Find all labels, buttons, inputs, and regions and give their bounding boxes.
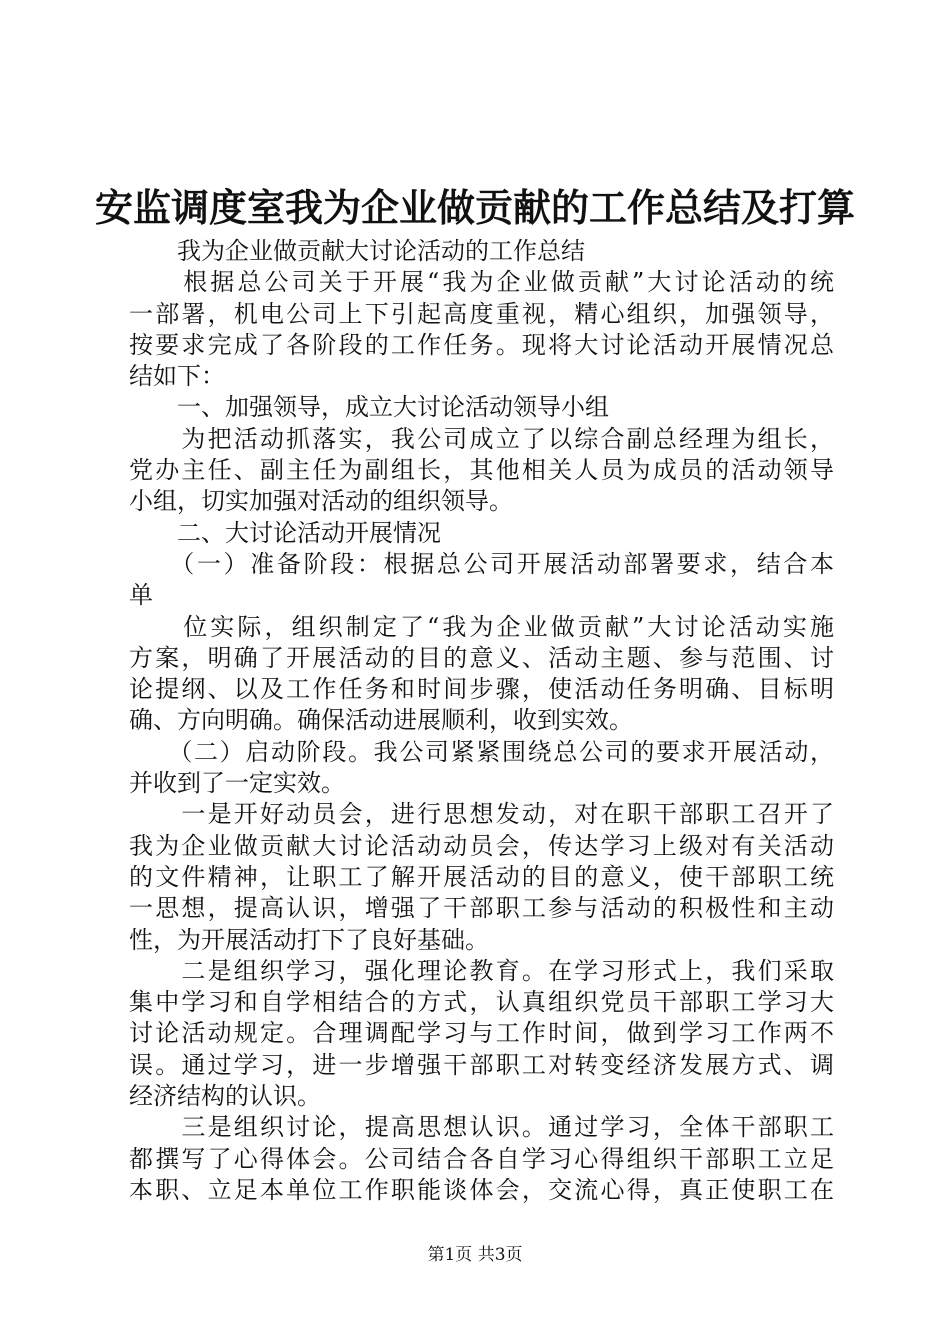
document-body xyxy=(129,236,834,1206)
page-footer: 第1页 共3页 xyxy=(427,1245,523,1265)
body-line: （二）启动阶段。我公司紧紧围绕总公司的要求开展活动， xyxy=(129,737,834,766)
body-line: 性，为开展活动打下了良好基础。 xyxy=(129,925,489,954)
body-line: 我为企业做贡献大讨论活动的工作总结 xyxy=(129,237,585,265)
body-line: 为把活动抓落实，我公司成立了以综合副总经理为组长， xyxy=(129,424,834,453)
body-line: 结如下： xyxy=(129,362,225,391)
document-title: 安监调度室我为企业做贡献的工作总结及打算 xyxy=(94,185,855,230)
body-line: 按要求完成了各阶段的工作任务。现将大讨论活动开展情况总 xyxy=(129,330,834,359)
body-line: 方案，明确了开展活动的目的意义、活动主题、参与范围、讨 xyxy=(129,643,834,672)
body-line: 并收到了一定实效。 xyxy=(129,769,345,798)
body-line: 经济结构的认识。 xyxy=(129,1082,321,1111)
body-line: 根据总公司关于开展“我为企业做贡献”大讨论活动的统 xyxy=(129,268,834,297)
body-line: 位实际，组织制定了“我为企业做贡献”大讨论活动实施 xyxy=(129,612,834,641)
body-line: 一是开好动员会，进行思想发动，对在职干部职工召开了 xyxy=(129,800,834,829)
body-line: 的文件精神，让职工了解开展活动的目的意义，使干部职工统 xyxy=(129,862,834,891)
body-line: （一）准备阶段：根据总公司开展活动部署要求，结合本 xyxy=(129,549,834,578)
body-line: 一思想，提高认识，增强了干部职工参与活动的积极性和主动 xyxy=(129,894,834,923)
body-line: 一部署，机电公司上下引起高度重视，精心组织，加强领导， xyxy=(129,299,834,328)
body-line: 集中学习和自学相结合的方式，认真组织党员干部职工学习大 xyxy=(129,988,834,1017)
body-line: 一、加强领导，成立大讨论活动领导小组 xyxy=(129,393,609,422)
body-line: 都撰写了心得体会。公司结合各自学习心得组织干部职工立足 xyxy=(129,1144,834,1173)
body-line: 三是组织讨论，提高思想认识。通过学习，全体干部职工 xyxy=(129,1113,834,1142)
body-line: 本职、立足本单位工作职能谈体会，交流心得，真正使职工在 xyxy=(129,1175,834,1204)
body-line: 讨论活动规定。合理调配学习与工作时间，做到学习工作两不 xyxy=(129,1019,834,1048)
body-line: 误。通过学习，进一步增强干部职工对转变经济发展方式、调 xyxy=(129,1050,834,1079)
body-line: 二是组织学习，强化理论教育。在学习形式上，我们采取 xyxy=(129,956,834,985)
body-line: 我为企业做贡献大讨论活动动员会，传达学习上级对有关活动 xyxy=(129,831,834,860)
body-line: 论提纲、以及工作任务和时间步骤，使活动任务明确、目标明 xyxy=(129,675,834,704)
body-line: 二、大讨论活动开展情况 xyxy=(129,518,441,547)
body-line: 单 xyxy=(129,581,153,610)
body-line: 党办主任、副主任为副组长，其他相关人员为成员的活动领导 xyxy=(129,456,834,485)
body-line: 确、方向明确。确保活动进展顺利，收到实效。 xyxy=(129,706,633,735)
body-line: 小组，切实加强对活动的组织领导。 xyxy=(129,487,513,516)
